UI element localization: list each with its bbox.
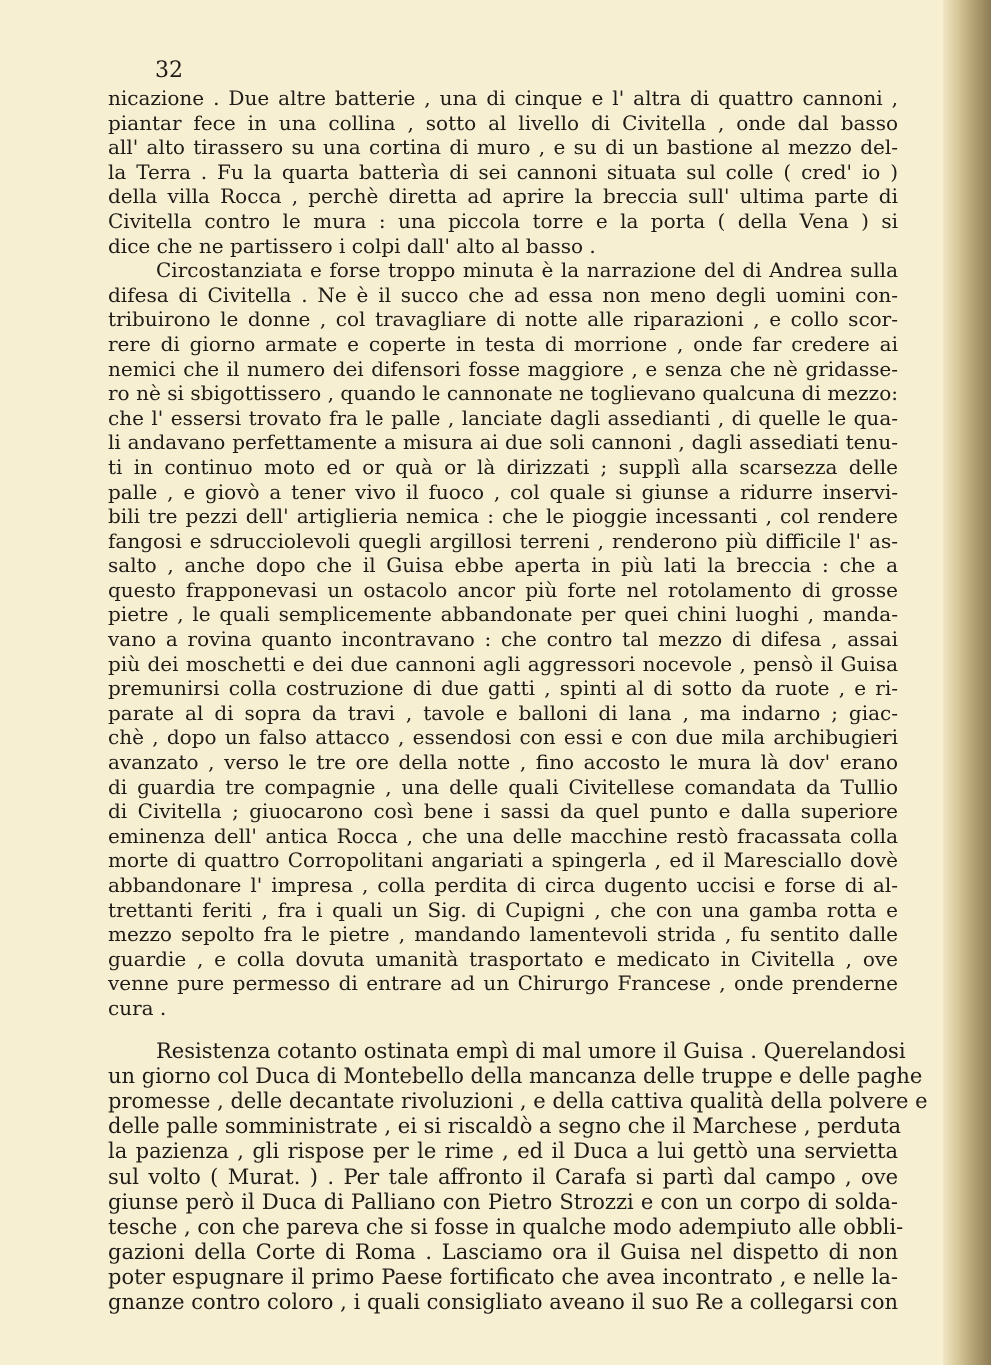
text-line: salto , anche dopo che il Guisa ebbe aperta in più lati la breccia : che a [108,553,898,578]
text-line: nicazione . Due altre batterie , una di cinque e l' altra di quattro cannoni , [108,86,898,110]
text-line: gnanze contro coloro , i quali consigliato aveano il suo Re a collegarsi con [108,1290,898,1315]
text-line: li andavano perfettamente a misura ai due soli cannoni , dagli assediati tenu- [108,430,898,455]
text-line: sul volto ( Murat. ) . Per tale affronto il Carafa si partì dal campo , ove [108,1164,898,1189]
text-line: fangosi e sdrucciolevoli quegli argillosi terreni , renderono più difficile l' as- [108,528,898,553]
text-line: tribuirono le donne , col travagliare di notte alle riparazioni , e collo scor- [108,307,898,332]
text-line: cura . [108,995,167,1020]
text-line: la Terra . Fu la quarta batterìa di sei cannoni situata sul colle ( cred' io ) [108,159,898,184]
text-line: poter espugnare il primo Paese fortificato che avea incontrato , e nelle la- [108,1265,898,1290]
text-line: di guardia tre compagnie , una delle quali Civitellese comandata da Tullio [108,774,898,799]
paragraph-3 [108,1038,928,1316]
text-line: ti in continuo moto ed or quà or là dirizzati ; supplì alla scarsezza delle [108,454,898,479]
page-number: 32 [155,58,183,83]
text-line: ro nè si sbigottissero , quando le cannonate ne toglievano qualcuna di mezzo: [108,381,898,406]
text-line: della villa Rocca , perchè diretta ad aprire la breccia sull' ultima parte di [108,184,898,209]
text-line: promesse , delle decantate rivoluzioni , e della cattiva qualità della polvere e [108,1088,928,1113]
text-line: gazioni della Corte di Roma . Lasciamo ora il Guisa nel dispetto di non [108,1240,898,1265]
text-line: giunse però il Duca di Palliano con Pietro Strozzi e con un corpo di solda- [108,1189,898,1214]
text-line: guardie , e colla dovuta umanità trasportato e medicato in Civitella , ove [108,946,898,971]
text-line: la pazienza , gli rispose per le rime , ed il Duca a lui gettò una servietta [108,1139,898,1164]
text-line: venne pure permesso di entrare ad un Chirurgo Francese , onde prenderne [108,971,898,996]
paragraph-1 [108,86,898,258]
text-line: eminenza dell' antica Rocca , che una delle macchine restò fracassata colla [108,823,898,848]
text-line: delle palle somministrate , ei si riscaldò a segno che il Marchese , perduta [108,1114,902,1139]
text-line: avanzato , verso le tre ore della notte , fino accosto le mura là dov' erano [108,750,898,775]
text-line: nemici che il numero dei difensori fosse maggiore , e senza che nè gridasse- [108,356,898,381]
text-line: abbandonare l' impresa , colla perdita di circa dugento uccisi e forse di al- [108,873,898,897]
text-line: difesa di Civitella . Ne è il succo che ad essa non meno degli uomini con- [108,282,898,307]
text-line: di Civitella ; giuocarono così bene i sassi da quel punto e dalla superiore [108,799,898,824]
text-line: vano a rovina quanto incontravano : che contro tal mezzo di difesa , assai [108,627,898,652]
text-line: chè , dopo un falso attacco , essendosi con essi e con due mila archibugieri [108,725,898,750]
page-text [108,86,928,1316]
text-line: rere di giorno armate e coperte in testa di morrione , onde far credere ai [108,331,898,356]
text-line: tesche , con che pareva che si fosse in qualche modo adempiuto alle obbli- [108,1214,904,1239]
text-line: palle , e giovò a tener vivo il fuoco , col quale si giunse a ridurre inservi- [108,479,898,504]
text-line: Circostanziata e forse troppo minuta è la narrazione del di Andrea sulla [156,258,898,283]
text-line: Civitella contro le mura : una piccola torre e la porta ( della Vena ) si [108,208,898,233]
text-line: Resistenza cotanto ostinata empì di mal umore il Guisa . Querelandosi [156,1038,906,1063]
text-line: dice che ne partissero i colpi dall' alto al basso . [108,233,596,258]
text-line: più dei moschetti e dei due cannoni agli aggressori nocevole , pensò il Guisa [108,651,898,676]
text-line: piantar fece in una collina , sotto al livello di Civitella , onde dal basso [108,110,898,135]
text-line: che l' essersi trovato fra le palle , lanciate dagli assedianti , di quelle le qua- [108,405,898,430]
text-line: bili tre pezzi dell' artiglieria nemica : che le pioggie incessanti , col rendere [108,504,898,529]
text-line: trettanti feriti , fra i quali un Sig. di Cupigni , che con una gamba rotta e [108,897,898,922]
text-line: morte di quattro Corropolitani angariati a spingerla , ed il Maresciallo dovè [108,848,898,873]
text-line: mezzo sepolto fra le pietre , mandando lamentevoli strida , fu sentito dalle [108,922,898,947]
paragraph-2 [108,258,898,1020]
page-edge-shadow [943,0,991,1365]
text-line: questo frapponevasi un ostacolo ancor più forte nel rotolamento di grosse [108,577,898,602]
text-line: all' alto tirassero su una cortina di muro , e su di un bastione al mezzo del- [108,135,898,160]
text-line: pietre , le quali semplicemente abbandonate per quei chini luoghi , manda- [108,602,898,627]
text-line: premunirsi colla costruzione di due gatti , spinti al di sotto da ruote , e ri- [108,676,898,701]
text-line: un giorno col Duca di Montebello della mancanza delle truppe e delle paghe [108,1063,923,1088]
text-line: parate al di sopra da travi , tavole e balloni di lana , ma indarno ; giac- [108,700,898,725]
